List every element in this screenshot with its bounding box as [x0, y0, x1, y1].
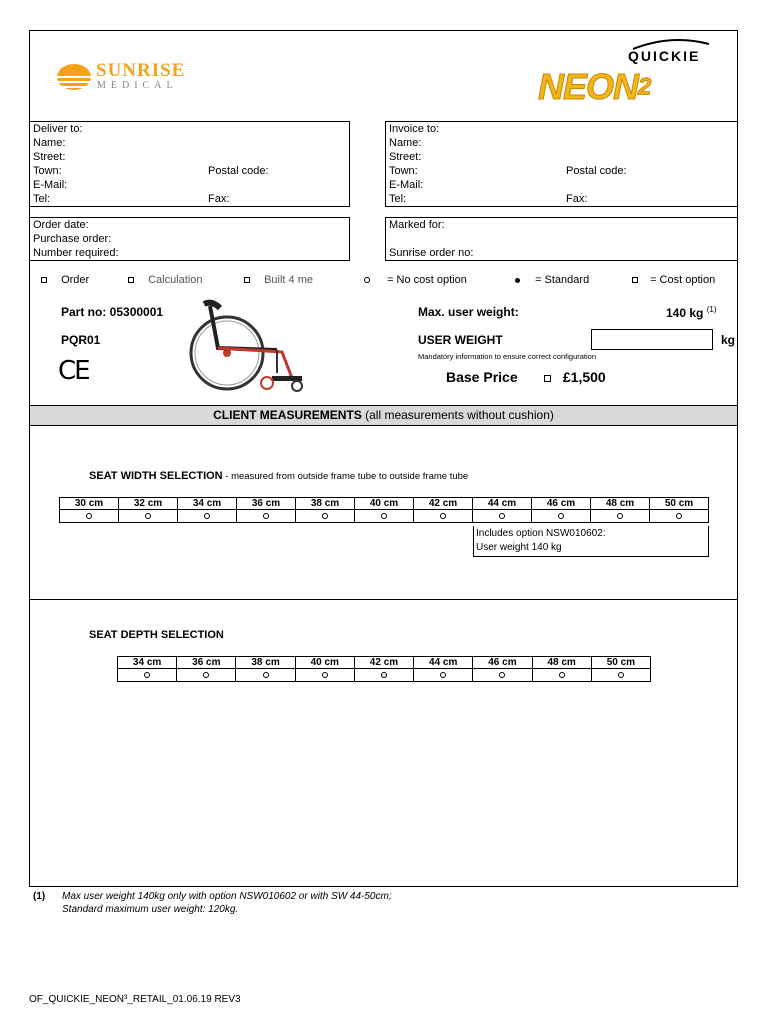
seat-width-radio[interactable]	[263, 513, 269, 519]
seat-depth-title: SEAT DEPTH SELECTION	[89, 629, 224, 641]
seat-width-option-cell	[296, 510, 355, 523]
seat-width-option-cell	[473, 510, 532, 523]
calculation-option[interactable]	[128, 274, 202, 286]
seat-width-table	[59, 497, 709, 523]
deliver-tel[interactable]: Tel:	[33, 193, 51, 205]
order-date[interactable]: Order date:	[33, 219, 89, 231]
legend-cost-label: = Cost option	[650, 274, 716, 286]
deliver-name[interactable]: Name:	[33, 137, 66, 149]
deliver-email[interactable]: E-Mail:	[33, 179, 68, 191]
quickie-brand: QUICKIE	[628, 48, 701, 64]
seat-width-option-cell	[178, 510, 237, 523]
footnote-marker: (1)	[33, 891, 46, 902]
product-code: PQR01	[61, 333, 101, 347]
client-measurements-header	[29, 405, 738, 426]
seat-width-note	[473, 526, 709, 557]
ce-mark: CE	[58, 356, 89, 386]
max-weight-footnote-ref: (1)	[706, 305, 717, 314]
section-divider	[29, 599, 738, 600]
seat-width-option-cell	[532, 510, 591, 523]
seat-width-radio[interactable]	[145, 513, 151, 519]
order-checkbox[interactable]	[41, 277, 47, 283]
seat-width-option-label: 42 cm	[414, 498, 473, 510]
order-option[interactable]	[41, 274, 89, 286]
seat-width-option-label: 44 cm	[473, 498, 532, 510]
seat-width-radio[interactable]	[617, 513, 623, 519]
sun-icon	[56, 62, 92, 92]
seat-width-option-cell	[355, 510, 414, 523]
invoice-email[interactable]: E-Mail:	[389, 179, 424, 191]
seat-depth-option-cell	[177, 669, 236, 682]
legend-cost	[632, 274, 715, 286]
sunrise-medical-logo	[56, 60, 196, 94]
seat-width-option-cell	[237, 510, 296, 523]
seat-width-option-label: 40 cm	[355, 498, 414, 510]
legend-no-cost	[364, 274, 467, 286]
built4me-checkbox[interactable]	[244, 277, 250, 283]
seat-width-option-cell	[119, 510, 178, 523]
seat-width-radio[interactable]	[204, 513, 210, 519]
seat-width-option-label: 38 cm	[296, 498, 355, 510]
base-price-value: £1,500	[562, 369, 606, 385]
client-measurements-title: CLIENT MEASUREMENTS	[213, 408, 362, 422]
invoice-town[interactable]: Town:	[389, 165, 418, 177]
user-weight-input[interactable]	[591, 329, 713, 350]
seat-width-option-cell	[60, 510, 119, 523]
invoice-street[interactable]: Street:	[389, 151, 422, 163]
calculation-label: Calculation	[148, 274, 203, 286]
seat-depth-option-label: 50 cm	[591, 657, 650, 669]
neon-superscript: 2	[638, 73, 652, 101]
seat-depth-radio[interactable]	[499, 672, 505, 678]
base-price-label: Base Price	[446, 369, 518, 385]
quickie-neon-logo	[536, 38, 726, 108]
radio-icon	[364, 277, 370, 283]
filled-dot-icon	[515, 278, 520, 283]
client-measurements-subtitle: (all measurements without cushion)	[361, 408, 554, 422]
invoice-name[interactable]: Name:	[389, 137, 422, 149]
footnote-line2: Standard maximum user weight: 120kg.	[62, 904, 239, 915]
seat-width-radio[interactable]	[381, 513, 387, 519]
built4me-label: Built 4 me	[264, 274, 313, 286]
max-weight-number: 140 kg	[666, 306, 704, 320]
seat-depth-option-cell	[354, 669, 413, 682]
legend-no-cost-label: = No cost option	[387, 274, 467, 286]
deliver-postal[interactable]: Postal code:	[208, 165, 269, 177]
seat-width-option-label: 32 cm	[119, 498, 178, 510]
seat-depth-option-cell	[236, 669, 295, 682]
seat-depth-option-label: 46 cm	[473, 657, 532, 669]
seat-width-radio[interactable]	[499, 513, 505, 519]
legend-standard-label: = Standard	[535, 274, 590, 286]
seat-depth-option-label: 40 cm	[295, 657, 354, 669]
seat-depth-radio[interactable]	[440, 672, 446, 678]
seat-width-radio[interactable]	[676, 513, 682, 519]
base-price-checkbox[interactable]	[544, 375, 551, 382]
invoice-tel[interactable]: Tel:	[389, 193, 407, 205]
calculation-checkbox[interactable]	[128, 277, 134, 283]
seat-depth-radio[interactable]	[618, 672, 624, 678]
seat-width-option-cell	[650, 510, 709, 523]
seat-width-heading	[89, 470, 468, 482]
seat-width-subtitle: - measured from outside frame tube to outside frame tube	[222, 471, 469, 482]
seat-depth-option-cell	[532, 669, 591, 682]
seat-depth-option-cell	[414, 669, 473, 682]
deliver-to-box	[29, 121, 350, 207]
seat-width-option-label: 34 cm	[178, 498, 237, 510]
neon-name: NEON	[538, 66, 639, 107]
order-label: Order	[61, 274, 90, 286]
seat-depth-radio[interactable]	[263, 672, 269, 678]
built4me-option[interactable]	[244, 274, 313, 286]
legend-standard	[515, 274, 589, 286]
part-number: Part no: 05300001	[61, 305, 164, 319]
seat-depth-option-cell	[473, 669, 532, 682]
deliver-fax[interactable]: Fax:	[208, 193, 230, 205]
seat-width-radio[interactable]	[86, 513, 92, 519]
brand-sub: MEDICAL	[97, 80, 178, 91]
seat-depth-option-cell	[295, 669, 354, 682]
seat-width-radio[interactable]	[322, 513, 328, 519]
document-id: OF_QUICKIE_NEON³_RETAIL_01.06.19 REV3	[29, 994, 241, 1005]
seat-width-title: SEAT WIDTH SELECTION	[89, 470, 223, 482]
seat-depth-radio[interactable]	[381, 672, 387, 678]
seat-depth-radio[interactable]	[203, 672, 209, 678]
seat-width-option-label: 46 cm	[532, 498, 591, 510]
seat-depth-radio[interactable]	[559, 672, 565, 678]
marked-for[interactable]: Marked for:	[389, 219, 445, 231]
max-weight-value	[666, 305, 716, 320]
seat-depth-option-label: 34 cm	[118, 657, 177, 669]
seat-width-option-label: 48 cm	[591, 498, 650, 510]
order-info-box	[29, 217, 350, 261]
seat-depth-option-label: 38 cm	[236, 657, 295, 669]
sunrise-order-no[interactable]: Sunrise order no:	[389, 247, 474, 259]
deliver-street[interactable]: Street:	[33, 151, 66, 163]
invoice-to-box	[385, 121, 738, 207]
marked-for-box	[385, 217, 738, 261]
user-weight-unit: kg	[721, 333, 736, 347]
seat-width-option-cell	[414, 510, 473, 523]
seat-width-note-line2: User weight 140 kg	[476, 542, 562, 553]
seat-width-option-label: 36 cm	[237, 498, 296, 510]
invoice-title: Invoice to:	[389, 123, 440, 135]
number-required[interactable]: Number required:	[33, 247, 119, 259]
checkbox-icon	[632, 277, 638, 283]
mandatory-note: Mandatory information to ensure correct configuration	[418, 352, 597, 361]
seat-depth-radio[interactable]	[144, 672, 150, 678]
base-price[interactable]	[544, 369, 606, 385]
footnote-line1: Max user weight 140kg only with option NSW010602 or with SW 44-50cm;	[62, 891, 392, 902]
seat-depth-table	[117, 656, 651, 682]
wheelchair-image	[182, 298, 314, 394]
seat-depth-option-label: 42 cm	[354, 657, 413, 669]
max-weight-label: Max. user weight:	[418, 305, 519, 319]
user-weight-label: USER WEIGHT	[418, 333, 503, 347]
deliver-title: Deliver to:	[33, 123, 83, 135]
seat-width-note-line1: Includes option NSW010602:	[476, 528, 606, 539]
seat-depth-option-label: 36 cm	[177, 657, 236, 669]
seat-depth-option-label: 44 cm	[414, 657, 473, 669]
brand-name: SUNRISE	[96, 60, 186, 81]
seat-depth-option-cell	[591, 669, 650, 682]
seat-width-option-cell	[591, 510, 650, 523]
purchase-order[interactable]: Purchase order:	[33, 233, 112, 245]
invoice-fax[interactable]: Fax:	[566, 193, 588, 205]
deliver-town[interactable]: Town:	[33, 165, 62, 177]
seat-depth-option-cell	[118, 669, 177, 682]
seat-width-radio[interactable]	[440, 513, 446, 519]
seat-width-radio[interactable]	[558, 513, 564, 519]
seat-depth-radio[interactable]	[322, 672, 328, 678]
seat-width-option-label: 30 cm	[60, 498, 119, 510]
seat-width-option-label: 50 cm	[650, 498, 709, 510]
seat-depth-option-label: 48 cm	[532, 657, 591, 669]
invoice-postal[interactable]: Postal code:	[566, 165, 627, 177]
